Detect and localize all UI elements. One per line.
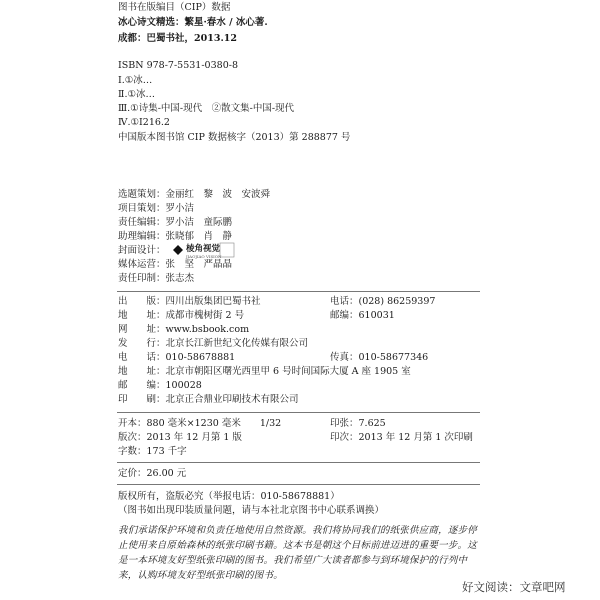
sheets-row [330,418,386,430]
eco-note: 我们承诺保护环境和负责任地使用自然资源。我们将协同我们的纸张供应商，逐步停止使用来自原始森林的纸张印刷书籍。这本书是朝这个目标前进迈进的重要一步。这是一本环境友好型纸张印刷的图书。我们希望广大读者都参与到环境保护的行列中来，认购环境友好型纸张印刷的图书。 [118,525,477,581]
fax-value: 010-58677346 [358,352,429,363]
credit-row [118,245,166,257]
price-label: 定价： [118,468,147,479]
print-label: 印 刷： [118,394,166,405]
zip-row [330,310,395,322]
divider [117,291,480,292]
address2-row [118,366,411,378]
credit-label: 封面设计： [118,245,166,256]
cip-isbn: ISBN 978-7-5531-0380-8 [118,60,238,71]
issue-row [118,338,308,350]
web-label: 网 址： [118,324,166,335]
cip-class-1: Ⅰ.①冰… [118,75,153,86]
tel-row [118,352,235,364]
credit-value: 张 坚 严晶晶 [165,259,233,270]
zip-value: 610031 [358,310,395,321]
sheets-value: 7.625 [358,418,386,429]
credit-row [118,217,232,229]
fax-row [330,352,428,364]
words-label: 字数： [118,446,147,457]
credit-value: 罗小洁 [165,203,195,214]
credit-value: 张志杰 [165,273,195,284]
address2-value: 北京市朝阳区曙光西里甲 6 号时间国际大厦 A 座 1905 室 [165,366,411,377]
tel-value: 010-58678881 [165,352,236,363]
words-value: 173 千字 [146,446,187,457]
impression-label: 印次： [330,432,359,443]
zip-label: 邮编： [330,310,359,321]
cip-class-4: Ⅳ.①I216.2 [118,117,170,128]
cip-number: 中国版本图书馆 CIP 数据核字（2013）第 288877 号 [118,132,351,143]
format-row [118,418,281,430]
cip-header: 图书在版编目（CIP）数据 [118,2,231,13]
design-logo-main: 棱角视觉 [186,244,221,254]
words-row [118,446,187,458]
publish-value: 四川出版集团巴蜀书社 [165,296,261,307]
zip2-label: 邮 编： [118,380,166,391]
cip-class-2: Ⅱ.①冰… [118,89,155,100]
sheets-label: 印张： [330,418,359,429]
issue-label: 发 行： [118,338,166,349]
web-value: www.bsbook.com [165,324,250,335]
address-row [118,310,244,322]
address2-label: 地 址： [118,366,166,377]
credit-label: 责任印制： [118,273,166,284]
credit-value: 金丽红 黎 波 安波舜 [165,189,271,200]
impression-value: 2013 年 12 月第 1 次印刷 [358,432,473,443]
format-value: 880 毫米×1230 毫米 1/32 [146,418,282,429]
divider [117,412,480,413]
phone-label: 电话： [330,296,359,307]
zip2-row [118,380,202,392]
format-label: 开本： [118,418,147,429]
credit-label: 责任编辑： [118,217,166,228]
zip2-value: 100028 [165,380,202,391]
edition-value: 2013 年 12 月第 1 版 [146,432,242,443]
credit-label: 项目策划： [118,203,166,214]
credit-row [118,259,232,271]
address-label: 地 址： [118,310,166,321]
price-value: 26.00 元 [146,468,187,479]
fax-label: 传真： [330,352,359,363]
impression-row [330,432,473,444]
edition-label: 版次： [118,432,147,443]
print-row [118,394,299,406]
print-value: 北京正合鼎业印刷技术有限公司 [165,394,299,405]
rights-line-2: （图书如出现印装质量问题，请与本社北京图书中心联系调换） [118,505,385,516]
tel-label: 电 话： [118,352,166,363]
credit-row [118,189,270,201]
credit-value: 张晓郁 肖 静 [165,231,233,242]
credit-row [118,203,194,215]
cip-publisher-line: 成都：巴蜀书社，2013.12 [118,33,237,44]
cip-title-line: 冰心诗文精选：繁星·春水 / 冰心著. [118,17,268,28]
watermark: 好文阅读：文章吧网 [462,580,566,594]
address-value: 成都市槐树街 2 号 [165,310,245,321]
edition-row [118,432,242,444]
divider [117,484,480,485]
price-row [118,468,186,480]
web-row [118,324,249,336]
credit-label: 媒体运营： [118,259,166,270]
credit-row [118,273,194,285]
cip-class-3: Ⅲ.①诗集-中国-现代 ②散文集-中国-现代 [118,103,295,114]
phone-value: (028) 86259397 [358,296,436,307]
credit-label: 选题策划： [118,189,166,200]
phone-row [330,296,435,308]
publish-row [118,296,261,308]
design-logo-sub: JIAOJIAO VISION [186,254,222,259]
divider [117,462,480,463]
issue-value: 北京长江新世纪文化传媒有限公司 [165,338,309,349]
credit-label: 助理编辑： [118,231,166,242]
rights-line-1: 版权所有，盗版必究（举报电话：010-58678881） [118,491,340,502]
credit-value: 罗小洁 童际鹏 [165,217,233,228]
publish-label: 出 版： [118,296,166,307]
